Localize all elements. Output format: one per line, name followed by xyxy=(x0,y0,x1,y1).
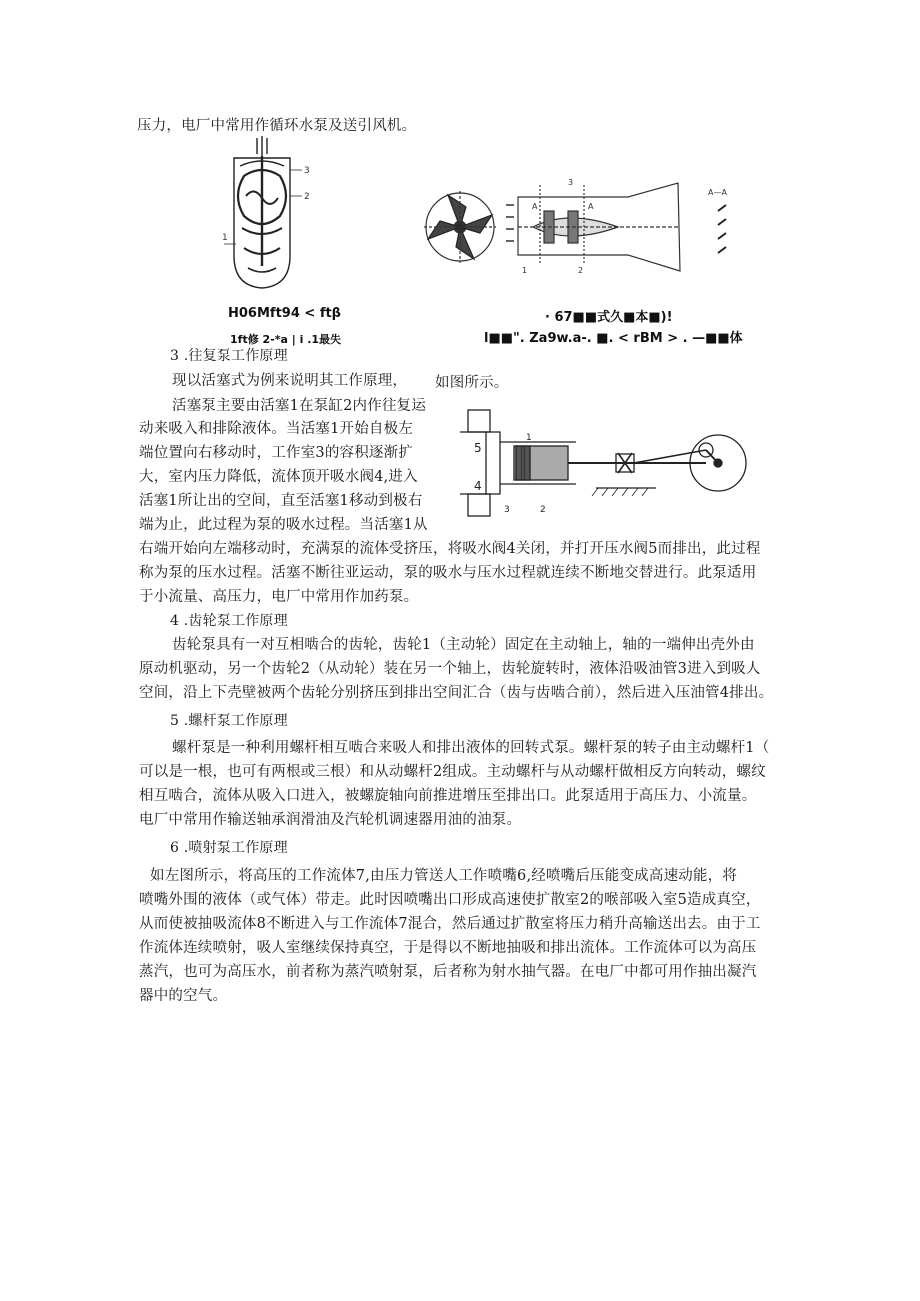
piston-label-5: 5 xyxy=(474,441,482,455)
section-3-line-1a: 现以活塞式为例来说明其工作原理， xyxy=(172,373,408,389)
section-3-wrap-line: 活塞1所让出的空间，直至活塞1移动到极右 xyxy=(139,493,423,509)
section-3-full-line: 右端开始向左端移动时，充满泵的流体受挤压，将吸水阀4关闭，并打开压水阀5而排出，此过程 xyxy=(139,541,761,557)
section-6-line: 喷嘴外围的液体（或气体）带走。此时因喷嘴出口形成高速使扩散室2的喉部吸入室5造成真空， xyxy=(139,892,761,908)
section-3-wrap-line: 端位置向右移动时，工作室3的容积逐渐扩 xyxy=(139,445,414,461)
section-3-wrap-line: 动来吸入和排除液体。当活塞1开始自极左 xyxy=(139,421,414,437)
section-5-heading: 5 .螺杆泵工作原理 xyxy=(170,713,288,729)
section-6-line: 从而使被抽吸流体8不断进入与工作流体7混合，然后通过扩散室将压力稍升高输送出去。由于工 xyxy=(139,916,761,932)
axial-pump-figure xyxy=(222,136,312,296)
left-figure-subcaption: 1ft修 2-*a | i .1最失 xyxy=(230,333,342,346)
fan-label-3: 3 xyxy=(568,178,574,187)
right-figure-subcaption: l■■". Za9w.a-. ■. < rBM > . —■■体 xyxy=(484,331,743,346)
section-5-line: 螺杆泵是一种利用螺杆相互啮合来吸人和排出液体的回转式泵。螺杆泵的转子由主动螺杆1（ xyxy=(172,740,770,756)
axial-label-3: 3 xyxy=(304,166,310,176)
section-6-heading: 6 .喷射泵工作原理 xyxy=(170,840,288,856)
section-3-wrap-line: 大，室内压力降低，流体顶开吸水阀4,进入 xyxy=(139,469,418,485)
fan-label-section: A—A xyxy=(708,188,727,197)
axial-pump-drawing xyxy=(222,136,312,296)
axial-fan-drawing xyxy=(418,175,748,275)
piston-label-1: 1 xyxy=(526,433,532,443)
piston-label-3: 3 xyxy=(504,505,510,515)
piston-label-4: 4 xyxy=(474,479,482,493)
section-6-line: 器中的空气。 xyxy=(139,988,228,1004)
piston-pump-drawing xyxy=(456,408,751,520)
section-3-heading: 3 .往复泵工作原理 xyxy=(170,348,288,364)
section-3-wrap-line: 活塞泵主要由活塞1在泵缸2内作往复运 xyxy=(172,398,427,414)
section-3-line-1b: 如图所示。 xyxy=(435,375,509,391)
section-6-line: 如左图所示，将高压的工作流体7,由压力管送人工作喷嘴6,经喷嘴后压能变成高速动能，将 xyxy=(150,868,738,884)
section-4-heading: 4 .齿轮泵工作原理 xyxy=(170,613,288,629)
section-5-line: 相互啮合，流体从吸入口进入，被螺旋轴向前推进增压至排出口。此泵适用于高压力、小流量。 xyxy=(139,788,757,804)
piston-label-2: 2 xyxy=(540,505,546,515)
piston-pump-figure xyxy=(456,408,751,520)
section-4-line: 齿轮泵具有一对互相啮合的齿轮，齿轮1（主动轮）固定在主动轴上，轴的一端伸出壳外由 xyxy=(172,637,755,653)
axial-label-1: 1 xyxy=(222,233,228,243)
right-figure-caption: · 67■■式久■本■)! xyxy=(545,310,673,325)
fan-label-2: 2 xyxy=(578,266,584,275)
axial-fan-figure xyxy=(418,175,748,275)
section-4-line: 空间，沿上下壳壁被两个齿轮分别挤压到排出空间汇合（齿与齿啮合前），然后进入压油管4排出。 xyxy=(139,685,774,701)
section-3-wrap-line: 端为止，此过程为泵的吸水过程。当活塞1从 xyxy=(139,517,428,533)
section-3-full-line: 称为泵的压水过程。活塞不断往亚运动，泵的吸水与压水过程就连续不断地交替进行。此泵适用 xyxy=(139,565,757,581)
section-3-full-line: 于小流量、高压力，电厂中常用作加药泵。 xyxy=(139,589,419,605)
fan-label-a1: A xyxy=(532,202,538,211)
section-5-line: 电厂中常用作输送轴承润滑油及汽轮机调速器用油的油泵。 xyxy=(139,812,522,828)
fan-label-1: 1 xyxy=(522,266,528,275)
intro-line: 压力，电厂中常用作循环水泵及送引风机。 xyxy=(137,118,417,134)
axial-label-2: 2 xyxy=(304,192,310,202)
section-6-line: 作流体连续喷射，吸人室继续保持真空，于是得以不断地抽吸和排出流体。工作流体可以为高压 xyxy=(139,940,757,956)
fan-label-a2: A xyxy=(588,202,594,211)
section-5-line: 可以是一根，也可有两根或三根）和从动螺杆2组成。主动螺杆与从动螺杆做相反方向转动，螺纹 xyxy=(139,764,766,780)
section-6-line: 蒸汽，也可为高压水，前者称为蒸汽喷射泵，后者称为射水抽气器。在电厂中都可用作抽出凝汽 xyxy=(139,964,757,980)
left-figure-caption: H06Mft94 < ftβ xyxy=(228,306,341,321)
section-4-line: 原动机驱动，另一个齿轮2（从动轮）装在另一个轴上，齿轮旋转时，液体沿吸油管3进入到吸人 xyxy=(139,661,761,677)
